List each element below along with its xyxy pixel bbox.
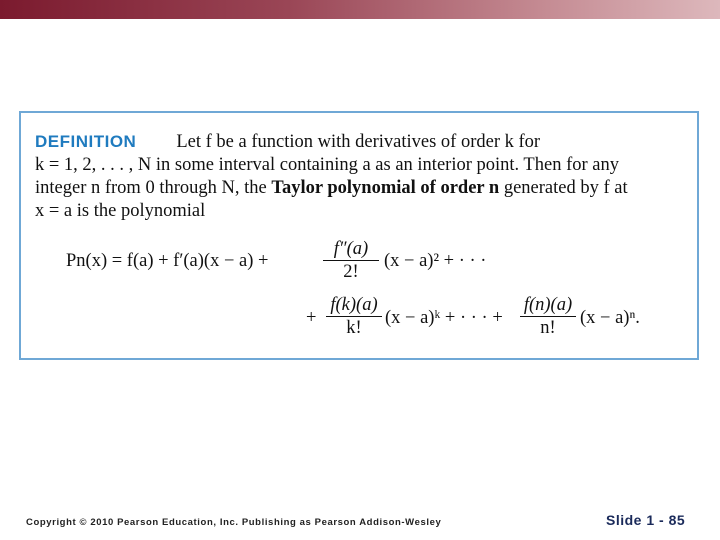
frac1-denominator: 2!: [343, 262, 359, 282]
definition-line-4: x = a is the polynomial: [35, 201, 206, 221]
formula-row1-tail: (x − a)² + · · ·: [384, 251, 487, 271]
definition-line-3: [35, 177, 667, 200]
fraction-second-derivative: [323, 238, 379, 283]
definition-line-1: [35, 130, 667, 154]
frac3-denominator: n!: [540, 318, 556, 338]
footer-copyright: Copyright © 2010 Pearson Education, Inc. Publishing as Pearson Addison-Wesley: [26, 517, 442, 528]
fraction-nth-derivative: [520, 294, 576, 339]
taylor-polynomial-term: Taylor polynomial of order n: [271, 178, 500, 198]
formula-row2-tail: (x − a)ⁿ.: [580, 308, 640, 328]
definition-line-2: k = 1, 2, . . . , N in some interval containing a as an interior point. Then for any: [35, 155, 619, 175]
frac1-numerator: f″(a): [323, 238, 379, 261]
formula-row2-plus: +: [306, 308, 317, 328]
header-gradient-bar: [0, 0, 720, 19]
definition-line1-text: Let f be a function with derivatives of order k for: [176, 132, 541, 152]
frac3-numerator: f(n)(a): [520, 294, 576, 317]
definition-text: [35, 130, 667, 223]
frac2-denominator: k!: [346, 318, 362, 338]
slide-number: Slide 1 - 85: [606, 512, 686, 528]
definition-line3-post: generated by f at: [499, 178, 628, 198]
frac2-numerator: f(k)(a): [326, 294, 382, 317]
definition-label: DEFINITION: [35, 132, 137, 151]
formula-row2-mid: (x − a)ᵏ + · · · +: [385, 308, 503, 328]
formula-row1-lhs: Pn(x) = f(a) + f′(a)(x − a) +: [66, 251, 269, 271]
fraction-kth-derivative: [326, 294, 382, 339]
definition-line3-pre: integer n from 0 through N, the: [35, 178, 272, 198]
